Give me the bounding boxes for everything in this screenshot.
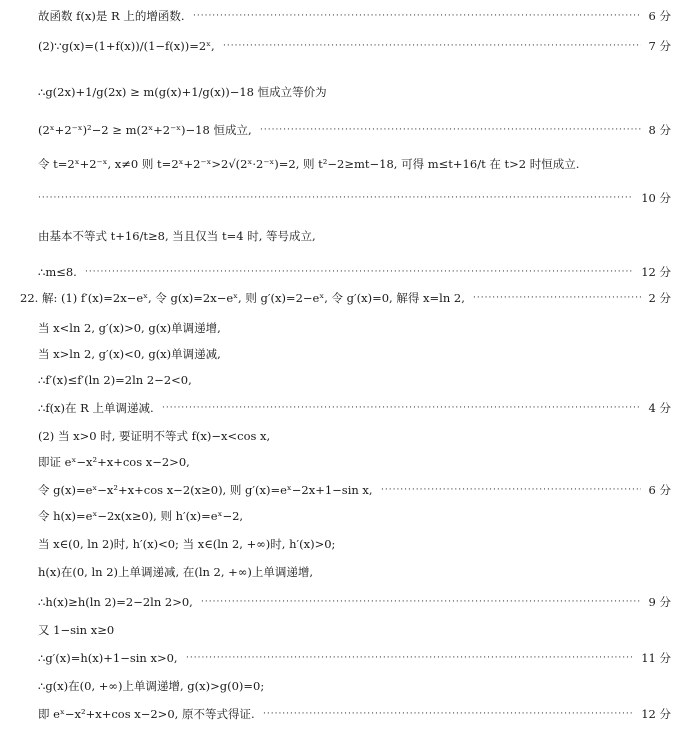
line-text: (2)∵g(x)=(1+f(x))/(1−f(x))=2ˣ, xyxy=(38,39,215,53)
score-label: 7 分 xyxy=(648,39,671,53)
line-text: (2ˣ+2⁻ˣ)²−2 ≥ m(2ˣ+2⁻ˣ)−18 恒成立, xyxy=(38,123,252,137)
score-label: 6 分 xyxy=(648,9,671,23)
line-text: 当 x<ln 2, g′(x)>0, g(x)单调递增, xyxy=(38,321,221,335)
score-label: 2 分 xyxy=(648,291,671,305)
line-text: 令 h(x)=eˣ−2x(x≥0), 则 h′(x)=eˣ−2, xyxy=(38,509,244,523)
solution-line xyxy=(0,560,692,584)
score-label: 12 分 xyxy=(641,265,671,279)
line-text: ∴g(2x)+1/g(2x) ≥ m(g(x)+1/g(x))−18 恒成立等价为 xyxy=(38,85,327,99)
solution-line xyxy=(0,674,692,698)
score-label: 6 分 xyxy=(648,483,671,497)
solution-line xyxy=(0,286,692,310)
line-text: 令 t=2ˣ+2⁻ˣ, x≠0 则 t=2ˣ+2⁻ˣ>2√(2ˣ·2⁻ˣ)=2, 则 t²−2≥mt−18, 可得 m≤t+16/t 在 t>2 时恒成立. xyxy=(38,157,580,171)
score-label: 9 分 xyxy=(648,595,671,609)
solution-line xyxy=(0,342,692,366)
line-text: 即 eˣ−x²+x+cos x−2>0, 原不等式得证. xyxy=(38,707,255,721)
solution-line xyxy=(0,590,692,614)
score-label: 12 分 xyxy=(641,707,671,721)
solution-line xyxy=(0,618,692,642)
dot-leader xyxy=(186,646,633,670)
line-text: 又 1−sin x≥0 xyxy=(38,623,115,637)
solution-line xyxy=(0,316,692,340)
dot-leader xyxy=(162,396,641,420)
score-label: 4 分 xyxy=(648,401,671,415)
line-text: ∴f(x)在 R 上单调递减. xyxy=(38,401,154,415)
line-text: 当 x>ln 2, g′(x)<0, g(x)单调递减, xyxy=(38,347,221,361)
solution-line xyxy=(0,368,692,392)
line-text: (2) 当 x>0 时, 要证明不等式 f(x)−x<cos x, xyxy=(38,429,271,443)
dot-leader xyxy=(381,478,641,502)
dot-leader xyxy=(201,590,641,614)
line-text: 由基本不等式 t+16/t≥8, 当且仅当 t=4 时, 等号成立, xyxy=(38,229,316,243)
dot-leader xyxy=(263,702,633,726)
dot-leader xyxy=(193,4,641,28)
score-label: 11 分 xyxy=(641,651,671,665)
line-text: ∴h(x)≥h(ln 2)=2−2ln 2>0, xyxy=(38,595,193,609)
line-text: 即证 eˣ−x²+x+cos x−2>0, xyxy=(38,455,190,469)
line-text: ∴f′(x)≤f′(ln 2)=2ln 2−2<0, xyxy=(38,373,192,387)
solution-line xyxy=(0,118,692,142)
score-label: 8 分 xyxy=(648,123,671,137)
score-label: 10 分 xyxy=(641,191,671,205)
solution-line xyxy=(0,424,692,448)
line-text: 令 g(x)=eˣ−x²+x+cos x−2(x≥0), 则 g′(x)=eˣ−2x+1−sin x, xyxy=(38,483,373,497)
solution-line xyxy=(0,478,692,502)
line-text: ∴m≤8. xyxy=(38,265,77,279)
solution-line xyxy=(0,532,692,556)
dot-leader xyxy=(473,286,641,310)
line-text: 22. 解: (1) f′(x)=2x−eˣ, 令 g(x)=2x−eˣ, 则 g′(x)=2−eˣ, 令 g′(x)=0, 解得 x=ln 2, xyxy=(20,291,465,305)
solution-line xyxy=(0,260,692,284)
solution-line xyxy=(0,224,692,248)
solution-line xyxy=(0,702,692,726)
line-text: h(x)在(0, ln 2)上单调递减, 在(ln 2, +∞)上单调递增, xyxy=(38,565,314,579)
line-text: 故函数 f(x)是 R 上的增函数. xyxy=(38,9,185,23)
solution-line xyxy=(0,4,692,28)
dot-leader xyxy=(38,186,633,210)
solution-line xyxy=(0,504,692,528)
solution-line xyxy=(0,450,692,474)
solution-line xyxy=(0,34,692,58)
dot-leader xyxy=(223,34,641,58)
solution-line xyxy=(0,152,692,176)
solution-line xyxy=(0,80,692,104)
line-text: 当 x∈(0, ln 2)时, h′(x)<0; 当 x∈(ln 2, +∞)时, h′(x)>0; xyxy=(38,537,336,551)
dot-leader xyxy=(85,260,633,284)
solution-line xyxy=(0,646,692,670)
line-text: ∴g(x)在(0, +∞)上单调递增, g(x)>g(0)=0; xyxy=(38,679,265,693)
solution-line xyxy=(0,186,692,210)
dot-leader xyxy=(260,118,641,142)
line-text: ∴g′(x)=h(x)+1−sin x>0, xyxy=(38,651,178,665)
solution-line xyxy=(0,396,692,420)
